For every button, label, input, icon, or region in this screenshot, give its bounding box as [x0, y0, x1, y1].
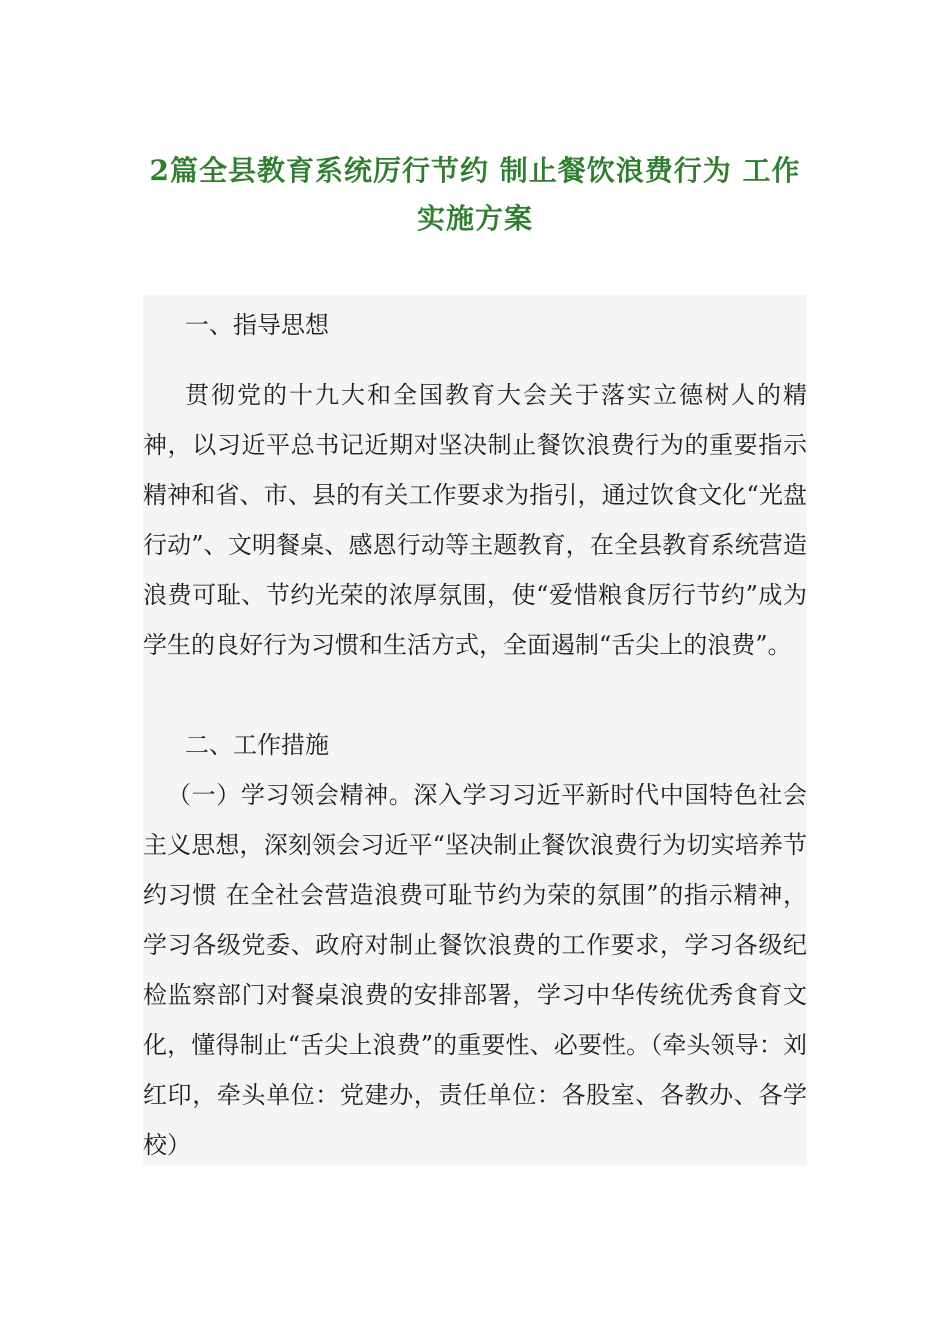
section-paragraph-guiding-ideology: 贯彻党的十九大和全国教育大会关于落实立德树人的精神，以习近平总书记近期对坚决制止餐饮浪费行为的重要指示精神和省、市、县的有关工作要求为指引，通过饮食文化“光盘行动”、文明餐桌、感恩行动等主题教育，在全县教育系统营造浪费可耻、节约光荣的浓厚氛围，使“爱惜粮食厉行节约”成为学生的良好行为习惯和生活方式，全面遏制“舌尖上的浪费”。 — [143, 381, 807, 659]
document-title-line-2: 实施方案 — [416, 201, 533, 235]
document-title — [120, 147, 830, 243]
section-paragraph-work-measures: （一）学习领会精神。深入学习习近平新时代中国特色社会主义思想，深刻领会习近平“坚决制止餐饮浪费行为切实培养节约习惯 在全社会营造浪费可耻节约为荣的氛围”的指示精神，学习各级党委、政府对制止餐饮浪费的工作要求，学习各级纪检监察部门对餐桌浪费的安排部署，学习中华传统优秀食育文化，懂得制止“舌尖上浪费”的重要性、必要性。（牵头领导：刘红印，牵头单位：党建办，责任单位：各股室、各教办、各学校） — [143, 781, 807, 1159]
section-heading-guiding-ideology: 一、指导思想 — [185, 311, 329, 339]
section-heading-work-measures: 二、工作措施 — [185, 731, 329, 759]
document-title-line-1: 2篇全县教育系统厉行节约 制止餐饮浪费行为 工作 — [149, 153, 801, 187]
document-body — [143, 295, 807, 1165]
